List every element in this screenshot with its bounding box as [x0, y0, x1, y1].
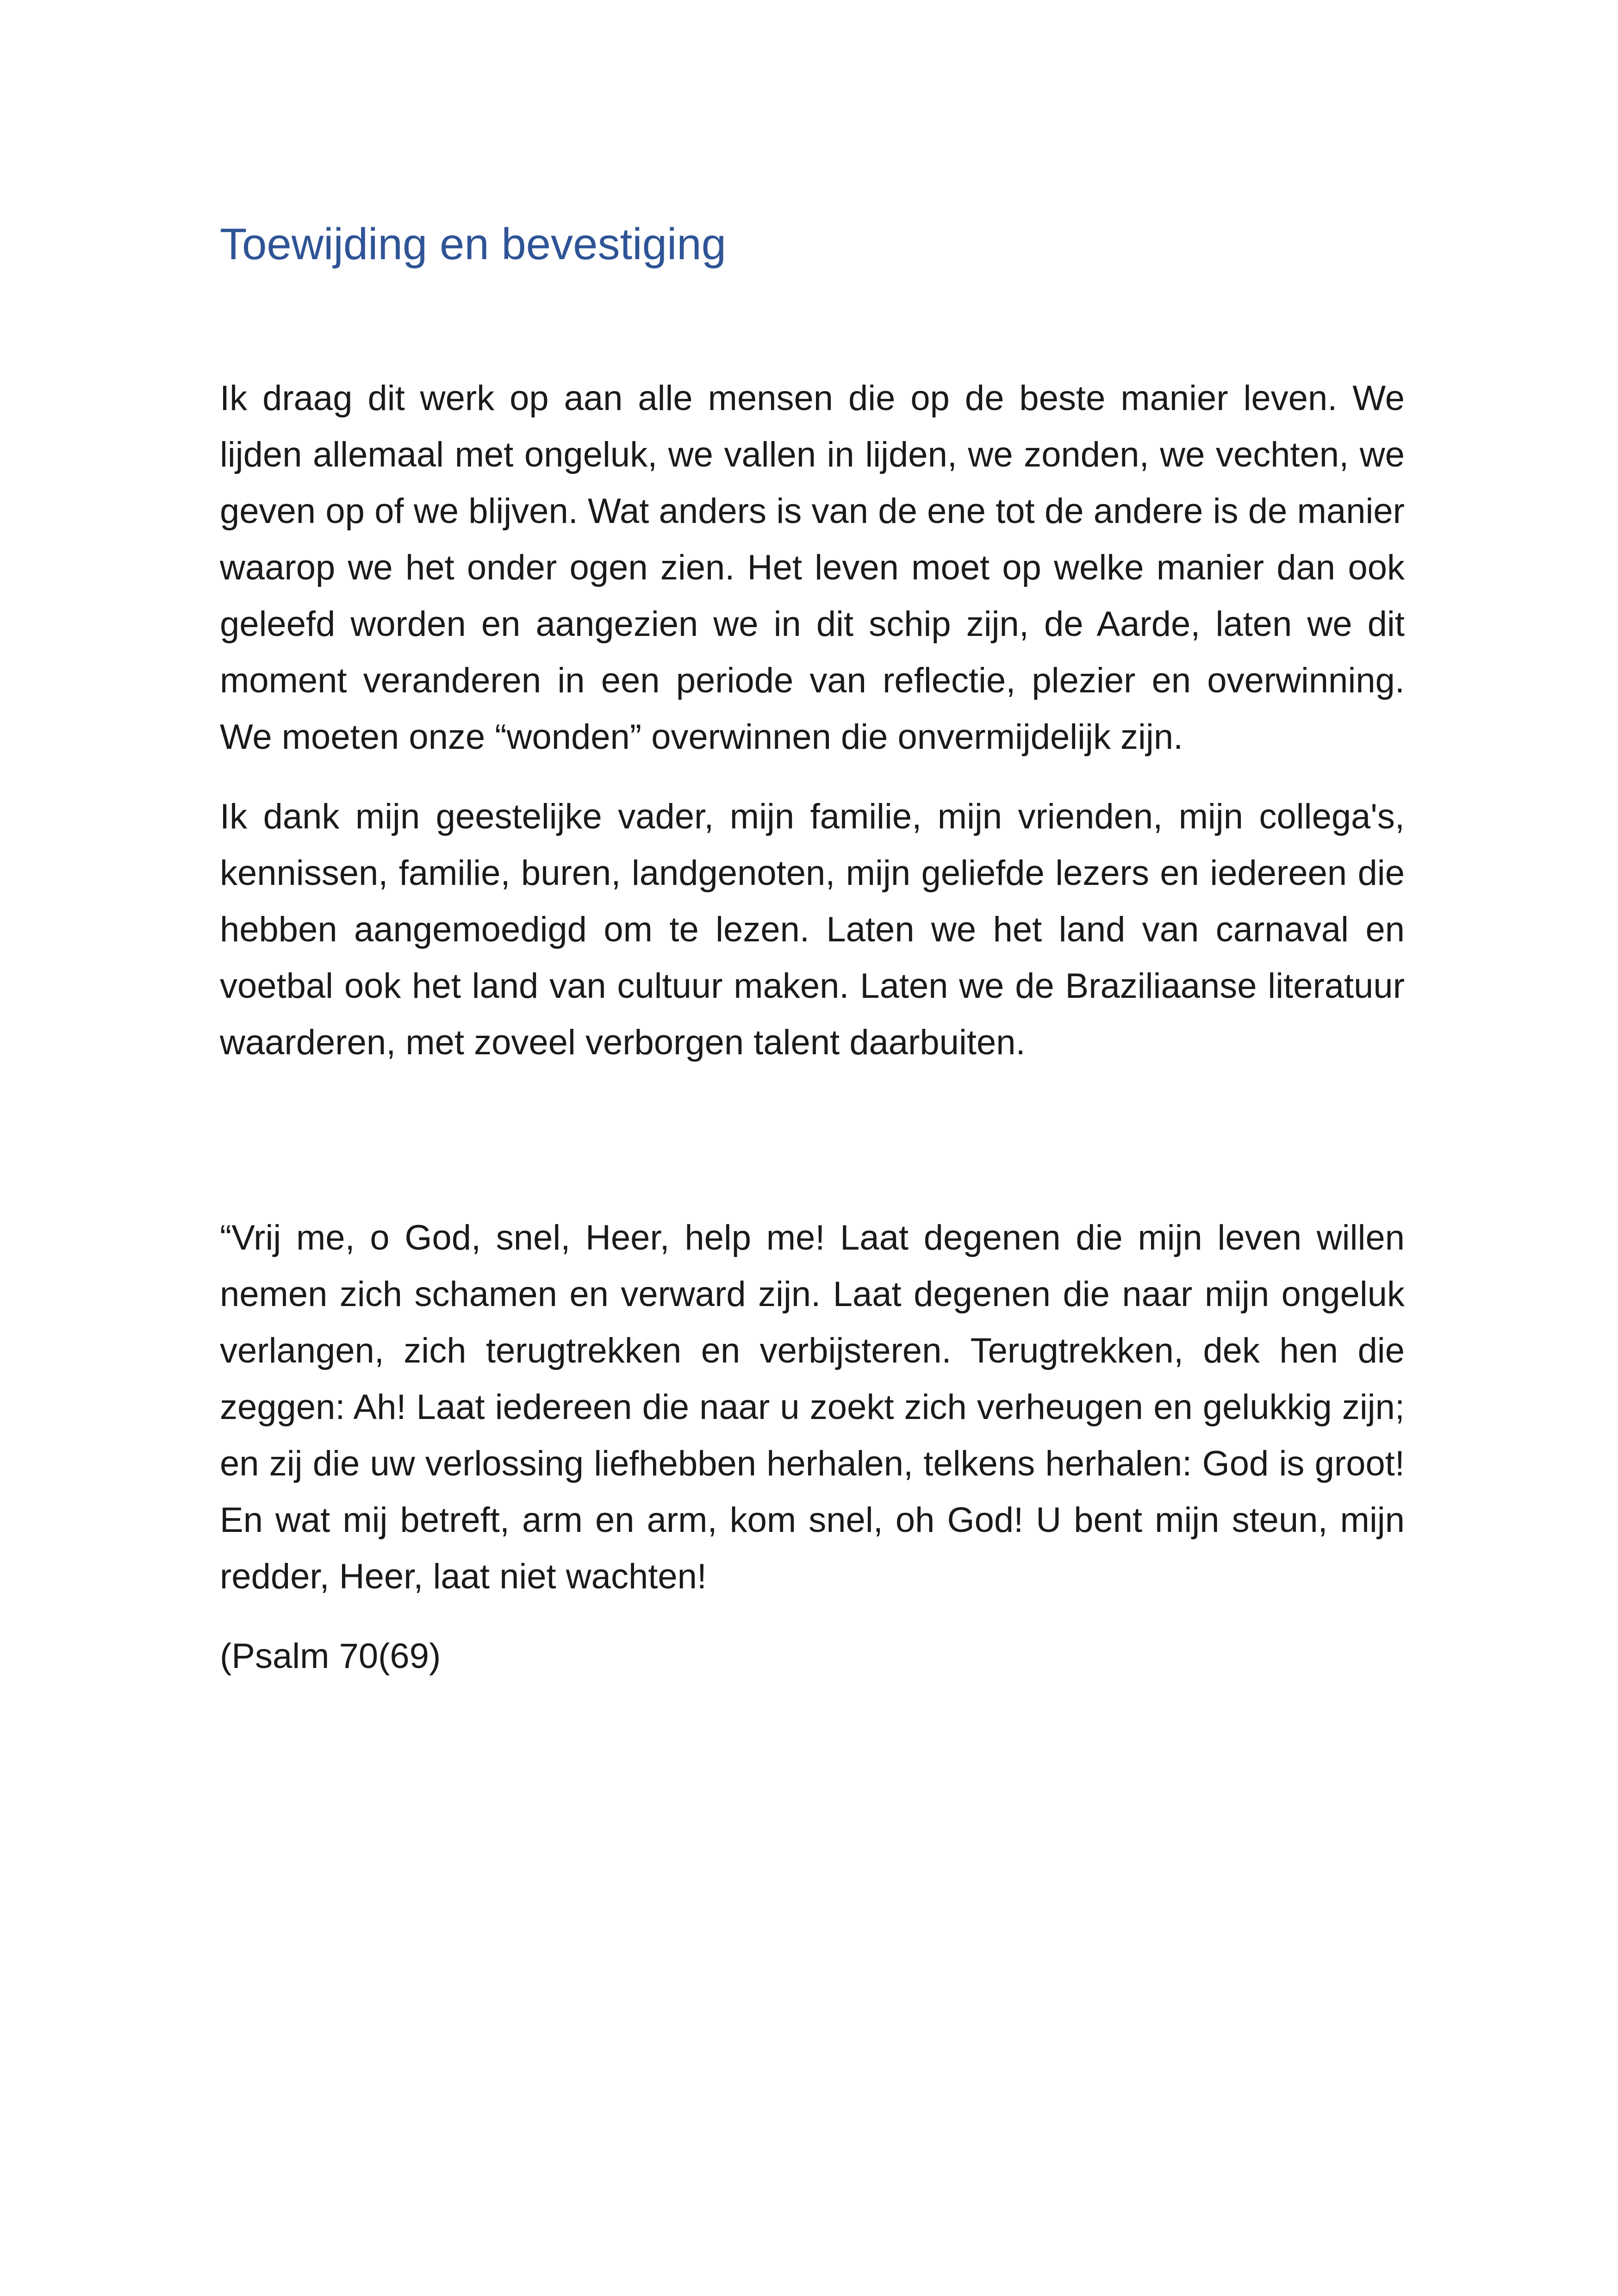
dedication-paragraph: Ik draag dit werk op aan alle mensen die op de beste manier leven. We lijden allemaal met ongeluk, we vallen in lijden, we zonden, we vechten, we geven op of we blijven. Wat anders is van de ene tot de andere is de manier waarop we het onder ogen zien. Het leven moet op welke manier dan ook geleefd worden en aangezien we in dit schip zijn, de Aarde, laten we dit moment veranderen in een periode van reflectie, plezier en overwinning. We moeten onze “wonden” overwinnen die onvermijdelijk zijn.: [220, 379, 1405, 757]
psalm-quote: “Vrij me, o God, snel, Heer, help me! Laat degenen die mijn leven willen nemen zich schamen en verward zijn. Laat degenen die naar mijn ongeluk verlangen, zich terugtrekken en verbijsteren. Terugtrekken, dek hen die zeggen: Ah! Laat iedereen die naar u zoekt zich verheugen en gelukkig zijn; en zij die uw verlossing liefhebben herhalen, telkens herhalen: God is groot! En wat mij betreft, arm en arm, kom snel, oh God! U bent mijn steun, mijn redder, Heer, laat niet wachten!: [220, 1218, 1405, 1596]
psalm-citation: (Psalm 70(69): [220, 1636, 441, 1676]
document-body: [220, 370, 1405, 1685]
acknowledgement-paragraph: Ik dank mijn geestelijke vader, mijn familie, mijn vrienden, mijn collega's, kennissen, familie, buren, landgenoten, mijn geliefde lezers en iedereen die hebben aangemoedigd om te lezen. Laten we het land van carnaval en voetbal ook het land van cultuur maken. Laten we de Braziliaanse literatuur waarderen, met zoveel verborgen talent daarbuiten.: [220, 797, 1405, 1062]
page-title: Toewijding en bevestiging: [220, 219, 727, 269]
